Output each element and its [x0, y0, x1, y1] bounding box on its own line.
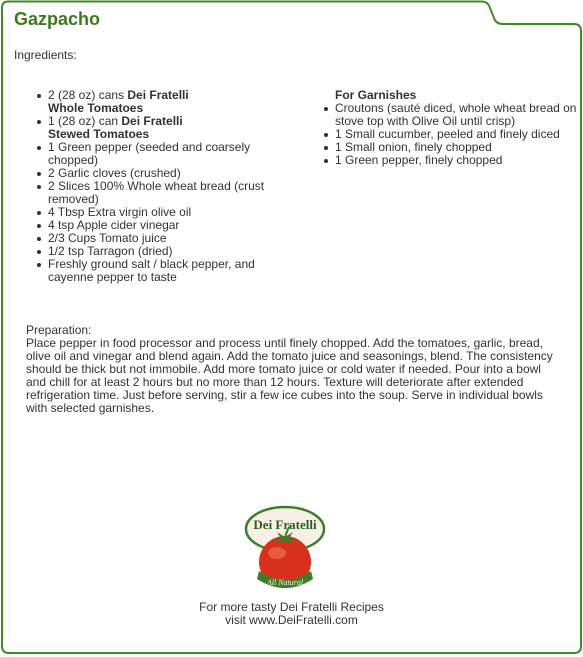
list-item	[35, 258, 265, 284]
ingredients-list	[35, 89, 265, 284]
ingredient-text: 4 Tbsp Extra virgin olive oil	[48, 205, 192, 219]
preparation-text: Place pepper in food processor and process until finely chopped. Add the tomatoes, garlic, bread, olive oil and vinegar and blend again. Add the tomato juice and seasonings, blend. The consistency should be thick but not immobile. Add more tomato juice or cold water if needed. Pour into a bowl and chill for at least 2 hours but no more than 12 hours. Texture will deteriorate after extended refrigeration time. Just before serving, stir a few ice cubes into the soup. Serve in individual bowls with selected garnishes.	[26, 336, 553, 415]
ingredient-brand: Dei Fratelli	[127, 88, 189, 102]
list-item	[322, 102, 577, 128]
list-item	[35, 141, 265, 167]
ingredients-label: Ingredients:	[14, 48, 77, 62]
list-item	[322, 154, 577, 167]
logo-tagline: All Natural	[266, 578, 304, 587]
ingredient-text: 1/2 tsp Tarragon (dried)	[48, 244, 173, 258]
ingredient-text: 2 Garlic cloves (crushed)	[48, 166, 181, 180]
footer-line-1: For more tasty Dei Fratelli Recipes	[199, 600, 384, 614]
ingredient-text: 2 Slices 100% Whole wheat bread (crust removed)	[48, 179, 265, 206]
ingredient-text: Freshly ground salt / black pepper, and cayenne pepper to taste	[48, 257, 255, 284]
garnish-text: 1 Small cucumber, peeled and finely diced	[335, 127, 560, 141]
dei-fratelli-logo[interactable]	[241, 505, 329, 597]
garnishes-list	[322, 102, 577, 167]
preparation-label: Preparation:	[26, 323, 92, 337]
recipe-title: Gazpacho	[14, 9, 101, 29]
footer	[150, 601, 433, 627]
garnish-text: Croutons (sauté diced, whole wheat bread on stove top with Olive Oil until crisp)	[335, 101, 577, 128]
garnish-text: 1 Small onion, finely chopped	[335, 140, 492, 154]
ingredient-qty: 1 (28 oz) can	[48, 114, 122, 128]
ingredient-product: Whole Tomatoes	[48, 101, 144, 115]
ingredient-brand: Dei Fratelli	[121, 114, 183, 128]
ingredients-column	[35, 89, 265, 284]
garnishes-heading: For Garnishes	[335, 88, 417, 102]
ingredient-product: Stewed Tomatoes	[48, 127, 150, 141]
garnish-text: 1 Green pepper, finely chopped	[335, 153, 503, 167]
ingredient-text: 4 tsp Apple cider vinegar	[48, 218, 180, 232]
garnishes-column	[322, 89, 577, 167]
ingredient-text: 2/3 Cups Tomato juice	[48, 231, 167, 245]
footer-website-link[interactable]: visit www.DeiFratelli.com	[225, 613, 358, 627]
list-item	[35, 115, 265, 141]
list-item	[35, 180, 265, 206]
logo-brand-text: Dei Fratelli	[253, 517, 317, 532]
ingredient-qty: 2 (28 oz) cans	[48, 88, 128, 102]
preparation-section	[26, 324, 561, 415]
list-item	[35, 89, 265, 115]
ingredient-text: 1 Green pepper (seeded and coarsely chopped)	[48, 140, 251, 167]
